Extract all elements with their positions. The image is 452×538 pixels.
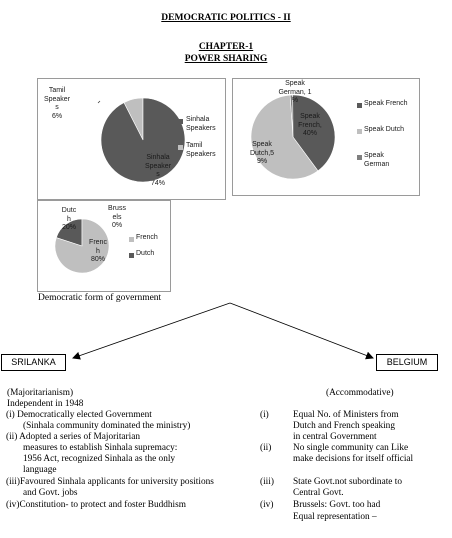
belgium-item-4-line-2: Equal representation – — [293, 512, 377, 522]
legend-dutch-brussels: Dutch — [136, 250, 155, 257]
belgium-item-2: No single community can Like — [293, 443, 409, 453]
dutch-slice-label: Speak Dutch,5 9% — [249, 141, 275, 166]
tamil-slice-label: Tamil Speaker s 6% — [43, 87, 71, 120]
srilanka-item-2-line-4: language — [23, 465, 57, 475]
belgium-item-1-line-2: Dutch and French speaking — [293, 421, 395, 431]
srilanka-item-2-line-2: measures to establish Sinhala supremacy: — [23, 443, 178, 453]
sinhala-slice-label: Sinhala Speaker s 74% — [144, 154, 172, 187]
charts-caption: Democratic form of government — [38, 293, 162, 303]
srilanka-item-2: (ii) Adopted a series of Majoritarian — [6, 432, 140, 442]
belgium-item-2-line-2: make decisions for itself official — [293, 454, 414, 464]
belgium-item-4: Brussels: Govt. too had — [293, 500, 381, 510]
chapter-subtitle: POWER SHARING — [184, 54, 268, 64]
belgium-box: BELGIUM — [376, 354, 438, 371]
belgium-item-4-marker: (iv) — [260, 500, 274, 510]
belgium-type: (Accommodative) — [326, 388, 394, 398]
srilanka-item-3-line-2: and Govt. jobs — [23, 488, 78, 498]
belgium-item-2-marker: (ii) — [260, 443, 272, 453]
legend-dutch: Speak Dutch — [364, 126, 405, 133]
french-slice-label-brussels: Frenc h 80% — [89, 239, 107, 264]
srilanka-independence: Independent in 1948 — [7, 399, 84, 409]
belgium-item-1: Equal No. of Ministers from — [293, 410, 399, 420]
belgium-item-3-marker: (iii) — [260, 477, 274, 487]
belgium-item-3-line-2: Central Govt. — [293, 488, 344, 498]
dutch-slice-label-brussels: Dutc h 20% — [61, 207, 77, 232]
french-slice-label: Speak French, 40% — [298, 113, 322, 138]
legend-german: Speak German — [364, 152, 390, 168]
legend-tamil: Tamil Speakers — [186, 142, 216, 158]
document-title: DEMOCRATIC POLITICS - II — [161, 13, 291, 23]
chapter-heading: CHAPTER-1 — [198, 42, 254, 52]
srilanka-box: SRILANKA — [1, 354, 66, 371]
arrow-to-srilanka — [73, 303, 230, 358]
brussels-slice-label: Bruss els 0% — [108, 205, 126, 230]
srilanka-item-1: (i) Democratically elected Government — [6, 410, 152, 420]
belgium-item-1-line-3: in central Government — [293, 432, 377, 442]
belgium-item-1-marker: (i) — [260, 410, 269, 420]
arrow-to-belgium — [230, 303, 373, 358]
srilanka-type: (Majoritarianism) — [7, 388, 74, 398]
german-slice-label: Speak German, 1 % — [278, 80, 312, 105]
legend-french: Speak French — [364, 100, 408, 107]
srilanka-item-2-line-3: 1956 Act, recognized Sinhala as the only — [23, 454, 176, 464]
srilanka-item-1-line-2: (Sinhala community dominated the ministry) — [23, 421, 191, 431]
legend-sinhala: Sinhala Speakers — [186, 116, 216, 132]
belgium-item-3: State Govt.not subordinate to — [293, 477, 402, 487]
srilanka-item-4: (iv)Constitution- to protect and foster Buddhism — [6, 500, 186, 510]
srilanka-item-3: (iii)Favoured Sinhala applicants for university positions — [6, 477, 214, 487]
legend-french-brussels: French — [136, 234, 158, 241]
